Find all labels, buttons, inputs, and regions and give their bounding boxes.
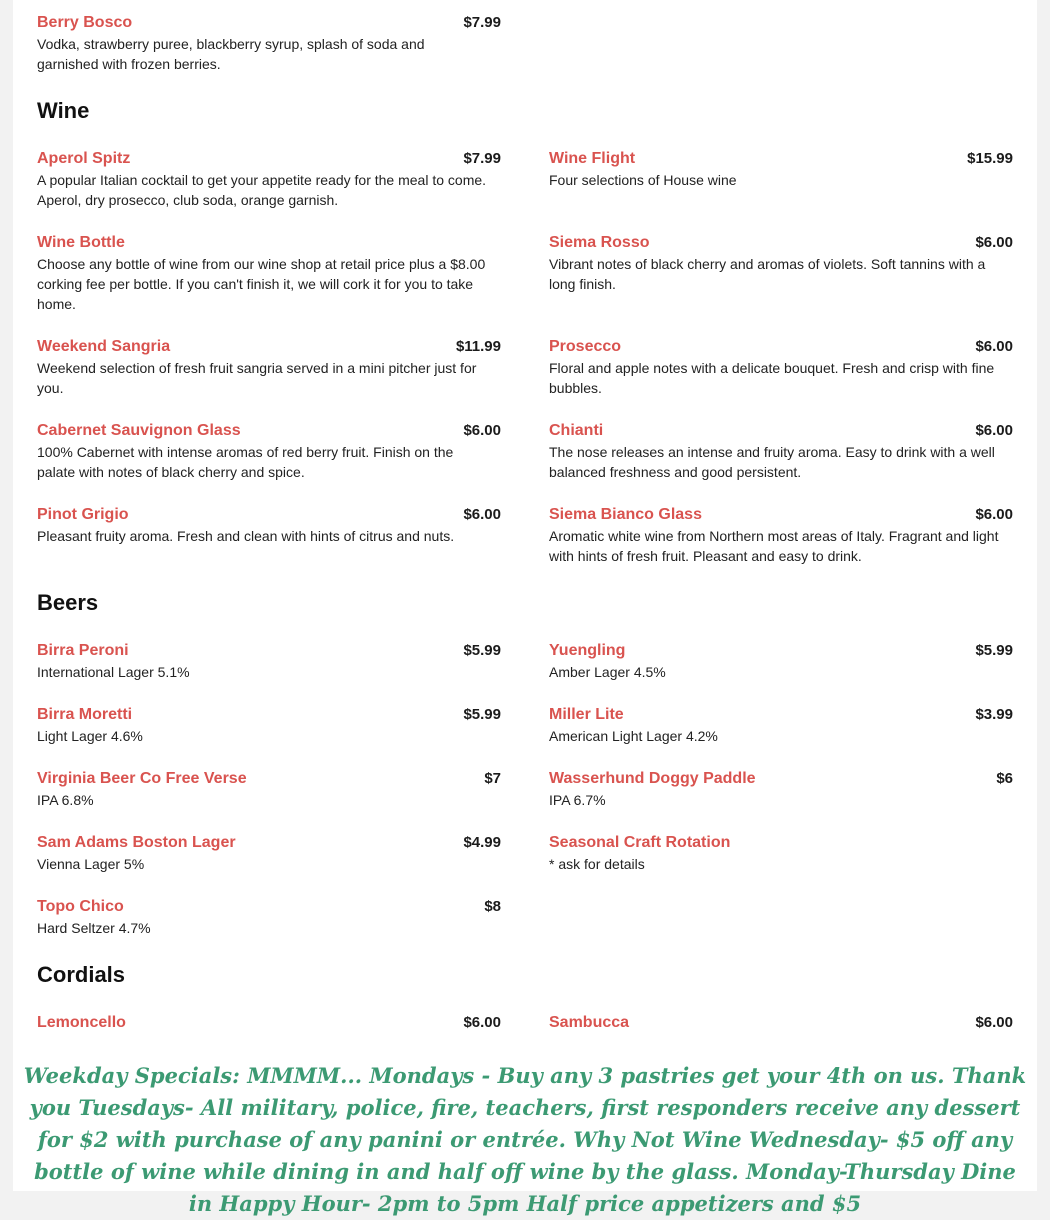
menu-item-name[interactable]: Birra Moretti bbox=[37, 706, 133, 723]
menu-item-header bbox=[549, 640, 1013, 662]
menu-item-header bbox=[37, 148, 501, 170]
menu-item-price: $7 bbox=[484, 770, 501, 787]
menu-item-header bbox=[37, 420, 501, 442]
menu-item-header bbox=[549, 832, 1013, 854]
menu-item bbox=[37, 232, 501, 314]
menu-card bbox=[13, 0, 1037, 1216]
menu-item-header bbox=[37, 1012, 501, 1034]
menu-item-header bbox=[549, 1012, 1013, 1034]
menu-item-description: Four selections of House wine bbox=[549, 172, 737, 188]
menu-item-name[interactable]: Wine Bottle bbox=[37, 234, 125, 251]
menu-item-description: Pleasant fruity aroma. Fresh and clean with hints of citrus and nuts. bbox=[37, 528, 455, 544]
menu-item-name[interactable]: Wasserhund Doggy Paddle bbox=[549, 770, 756, 787]
menu-item bbox=[549, 704, 1013, 746]
menu-item-description: Choose any bottle of wine from our wine shop at retail price plus a $8.00 corking fee per bottle. If you can't finish it, we will cork it for you to take home. bbox=[37, 256, 486, 312]
menu-item-name[interactable]: Sam Adams Boston Lager bbox=[37, 834, 236, 851]
menu-item-price: $7.99 bbox=[463, 14, 501, 31]
menu-item-description: American Light Lager 4.2% bbox=[549, 728, 718, 744]
menu-item-price: $6.00 bbox=[463, 506, 501, 523]
menu-item-price: $15.99 bbox=[967, 150, 1013, 167]
menu-item-header bbox=[37, 12, 501, 34]
menu-item-description: Floral and apple notes with a delicate bouquet. Fresh and crisp with fine bubbles. bbox=[549, 360, 995, 396]
menu-item bbox=[37, 336, 501, 398]
menu-item-price: $4.99 bbox=[463, 834, 501, 851]
menu-item-header bbox=[549, 420, 1013, 442]
menu-item bbox=[549, 232, 1013, 294]
menu-item-name[interactable]: Cabernet Sauvignon Glass bbox=[37, 422, 241, 439]
menu-item-description: Weekend selection of fresh fruit sangria served in a mini pitcher just for you. bbox=[37, 360, 477, 396]
menu-item-header bbox=[549, 148, 1013, 170]
menu-item-price: $5.99 bbox=[975, 642, 1013, 659]
menu-item-header bbox=[37, 768, 501, 790]
menu-item-name[interactable]: Wine Flight bbox=[549, 150, 636, 167]
menu-item bbox=[549, 148, 1013, 190]
menu-item-price: $6.00 bbox=[975, 506, 1013, 523]
section-title-cordials: Cordials bbox=[37, 962, 126, 987]
menu-item-price: $6.00 bbox=[975, 338, 1013, 355]
menu-item-price: $6.00 bbox=[463, 422, 501, 439]
menu-item bbox=[37, 148, 501, 210]
menu-item-description: IPA 6.7% bbox=[549, 792, 606, 808]
menu-item bbox=[549, 504, 1013, 566]
menu-item-name[interactable]: Aperol Spitz bbox=[37, 150, 131, 167]
menu-item-price: $6.00 bbox=[463, 1014, 501, 1031]
menu-item bbox=[37, 640, 501, 682]
menu-item-description: Vibrant notes of black cherry and aromas of violets. Soft tannins with a long finish. bbox=[549, 256, 986, 292]
menu-item-price: $11.99 bbox=[455, 338, 501, 355]
menu-item-description: IPA 6.8% bbox=[37, 792, 94, 808]
weekday-specials-banner: Weekday Specials: MMMM... Mondays - Buy any 3 pastries get your 4th on us. Thank you Tuesdays- All military, police, fire, teachers, first responders receive any dessert for $2 with purchase of any panini or entrée. Why Not Wine Wednesday- $5 off any bottle of wine while dining in and half off wine by the glass. Monday-Thursday Dine in Happy Hour- 2pm to 5pm Half price appetizers and $5 bbox=[23, 1063, 1027, 1216]
menu-item-price: $7.99 bbox=[463, 150, 501, 167]
menu-item-name[interactable]: Prosecco bbox=[549, 338, 622, 355]
menu-item-header bbox=[549, 704, 1013, 726]
section-title-beers: Beers bbox=[37, 590, 99, 615]
menu-item-header bbox=[37, 336, 501, 358]
menu-item bbox=[549, 420, 1013, 482]
menu-item-header bbox=[37, 896, 501, 918]
menu-item-description: Amber Lager 4.5% bbox=[549, 664, 666, 680]
menu-item-name[interactable]: Siema Bianco Glass bbox=[549, 506, 702, 523]
menu-item-name[interactable]: Sambucca bbox=[549, 1014, 630, 1031]
menu-item bbox=[37, 832, 501, 874]
section-title-wine: Wine bbox=[37, 98, 90, 123]
menu-item bbox=[37, 504, 501, 546]
menu-item bbox=[549, 832, 1013, 874]
menu-item bbox=[549, 1012, 1013, 1034]
menu-item-price: $6.00 bbox=[975, 1014, 1013, 1031]
menu-item-name[interactable]: Miller Lite bbox=[549, 706, 624, 723]
menu-item-header bbox=[549, 232, 1013, 254]
menu-item-price: $6.00 bbox=[975, 234, 1013, 251]
menu-item-price: $6.00 bbox=[975, 422, 1013, 439]
menu-item bbox=[37, 768, 501, 810]
menu-item-description: * ask for details bbox=[549, 856, 645, 872]
menu-item-header bbox=[37, 232, 501, 254]
menu-item-price: $5.99 bbox=[463, 706, 501, 723]
menu-item-header bbox=[37, 504, 501, 526]
menu-item-name[interactable]: Yuengling bbox=[549, 642, 626, 659]
menu-item-description: Light Lager 4.6% bbox=[37, 728, 143, 744]
menu-item-price: $6 bbox=[996, 770, 1013, 787]
menu-item-name[interactable]: Pinot Grigio bbox=[37, 506, 129, 523]
menu-item-header bbox=[549, 336, 1013, 358]
menu-item-name[interactable]: Siema Rosso bbox=[549, 234, 650, 251]
menu-item-name[interactable]: Birra Peroni bbox=[37, 642, 129, 659]
menu-item-description: Vienna Lager 5% bbox=[37, 856, 145, 872]
menu-item bbox=[37, 704, 501, 746]
menu-item-name[interactable]: Lemoncello bbox=[37, 1014, 126, 1031]
menu-item-header bbox=[37, 704, 501, 726]
menu-item bbox=[37, 420, 501, 482]
menu-item-header bbox=[549, 504, 1013, 526]
menu-item-header bbox=[37, 832, 501, 854]
menu-item-description: International Lager 5.1% bbox=[37, 664, 190, 680]
menu-item-name[interactable]: Berry Bosco bbox=[37, 14, 133, 31]
menu-item-header bbox=[549, 768, 1013, 790]
menu-item-header bbox=[37, 640, 501, 662]
menu-item-description: Aromatic white wine from Northern most areas of Italy. Fragrant and light with hints of fresh fruit. Pleasant and easy to drink. bbox=[549, 528, 999, 564]
menu-item bbox=[549, 640, 1013, 682]
menu-item-price: $8 bbox=[484, 898, 501, 915]
menu-item bbox=[549, 768, 1013, 810]
menu-item bbox=[37, 1012, 501, 1034]
menu-item-name[interactable]: Virginia Beer Co Free Verse bbox=[37, 770, 247, 787]
menu-item-description: The nose releases an intense and fruity aroma. Easy to drink with a well balanced freshness and good persistent. bbox=[549, 444, 995, 480]
menu-item-price: $5.99 bbox=[463, 642, 501, 659]
menu-item-description: Hard Seltzer 4.7% bbox=[37, 920, 151, 936]
menu-item bbox=[549, 336, 1013, 398]
menu-item-description: A popular Italian cocktail to get your appetite ready for the meal to come. Aperol, dry prosecco, club soda, orange garnish. bbox=[37, 172, 487, 208]
menu-item-name[interactable]: Seasonal Craft Rotation bbox=[549, 834, 731, 851]
menu-item-berry-bosco bbox=[37, 12, 501, 74]
menu-item-name[interactable]: Chianti bbox=[549, 422, 604, 439]
menu-item bbox=[37, 896, 501, 938]
menu-item-name[interactable]: Weekend Sangria bbox=[37, 338, 171, 355]
menu-item-price: $3.99 bbox=[975, 706, 1013, 723]
menu-item-description: 100% Cabernet with intense aromas of red berry fruit. Finish on the palate with notes of black cherry and spice. bbox=[37, 444, 454, 480]
menu-item-name[interactable]: Topo Chico bbox=[37, 898, 124, 915]
menu-item-description: Vodka, strawberry puree, blackberry syrup, splash of soda and garnished with frozen berries. bbox=[37, 36, 425, 72]
